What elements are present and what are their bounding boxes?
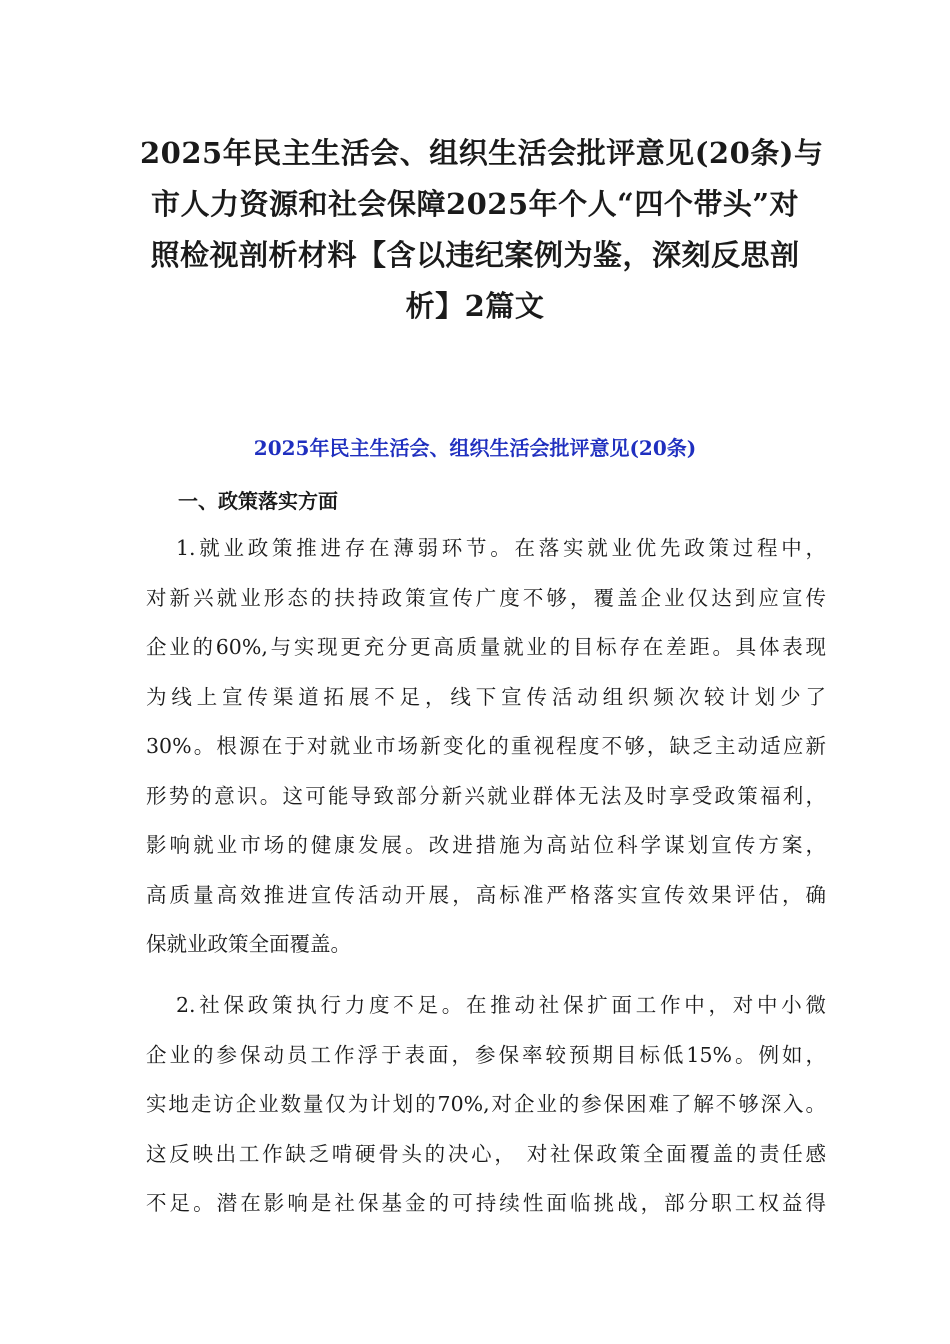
title-line: 析】2篇文 [405, 289, 545, 323]
paragraph-line: 企业的60%,与实现更充分更高质量就业的目标存在差距。具体表现 [146, 635, 826, 659]
paragraph-line: 影响就业市场的健康发展。改进措施为高站位科学谋划宣传方案， [146, 833, 826, 857]
subheading: 一、政策落实方面 [178, 489, 338, 513]
paragraph-line: 30%。根源在于对就业市场新变化的重视程度不够，缺乏主动适应新 [146, 734, 826, 758]
paragraph-line: 高质量高效推进宣传活动开展，高标准严格落实宣传效果评估，确 [146, 882, 826, 907]
paragraph-line: 保就业政策全面覆盖。 [146, 932, 351, 956]
section-title: 2025年民主生活会、组织生活会批评意见(20条) [253, 436, 697, 460]
title-line: 2025年民主生活会、组织生活会批评意见(20条)与 [140, 136, 824, 170]
paragraph-1 [146, 532, 826, 978]
paragraph-line: 2.社保政策执行力度不足。在推动社保扩面工作中，对中小微 [176, 993, 826, 1017]
paragraph-line: 这反映出工作缺乏啃硬骨头的决心， 对社保政策全面覆盖的责任感 [146, 1141, 826, 1166]
paragraph-line: 不足。潜在影响是社保基金的可持续性面临挑战，部分职工权益得 [146, 1191, 826, 1215]
paragraph-line: 形势的意识。这可能导致部分新兴就业群体无法及时享受政策福利， [146, 783, 826, 808]
paragraph-line: 企业的参保动员工作浮于表面，参保率较预期目标低15%。例如， [146, 1042, 826, 1067]
document-title [140, 128, 824, 332]
title-line: 照检视剖析材料【含以违纪案例为鉴，深刻反思剖 [150, 238, 800, 272]
paragraph-line: 对新兴就业形态的扶持政策宣传广度不够，覆盖企业仅达到应宣传 [146, 585, 826, 610]
paragraph-line: 为线上宣传渠道拓展不足，线下宣传活动组织频次较计划少了 [146, 684, 826, 709]
paragraph-line: 1.就业政策推进存在薄弱环节。在落实就业优先政策过程中， [176, 536, 826, 560]
paragraph-line: 实地走访企业数量仅为计划的70%,对企业的参保困难了解不够深入。 [146, 1092, 826, 1116]
title-line: 市人力资源和社会保障2025年个人“四个带头”对 [150, 187, 800, 221]
paragraph-2 [146, 989, 826, 1237]
